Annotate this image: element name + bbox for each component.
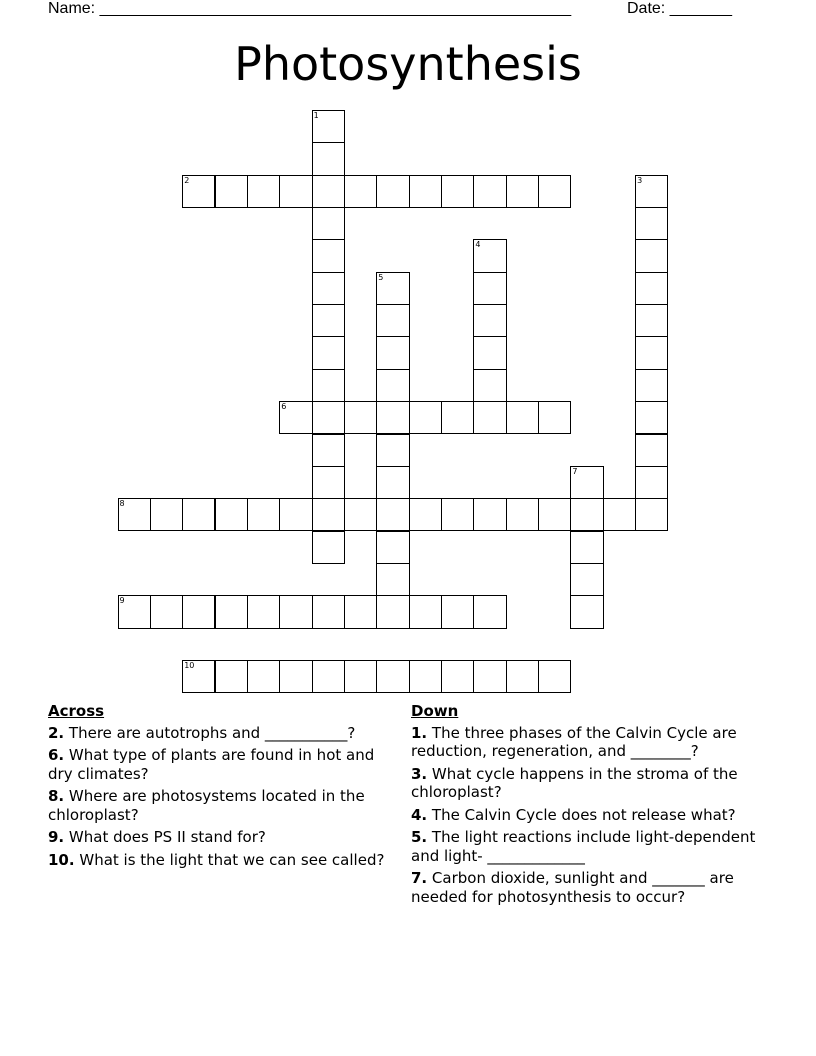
clue-number: 8 [119, 499, 125, 509]
across-clues [48, 702, 388, 873]
crossword-cell[interactable] [473, 369, 506, 402]
crossword-cell[interactable] [376, 304, 409, 337]
crossword-cell[interactable] [182, 175, 215, 208]
clue-number: 5. [411, 828, 428, 846]
crossword-cell[interactable] [150, 498, 183, 531]
crossword-cell[interactable] [376, 369, 409, 402]
clue-number: 9. [48, 828, 65, 846]
crossword-cell[interactable] [182, 595, 215, 628]
down-heading: Down [411, 702, 459, 720]
clue-text: There are autotrophs and ___________? [68, 723, 356, 742]
crossword-cell[interactable] [473, 401, 506, 434]
crossword-cell[interactable] [473, 239, 506, 272]
crossword-cell[interactable] [409, 595, 442, 628]
clue-number: 6. [48, 746, 65, 764]
clue-number: 10 [184, 660, 195, 670]
down-clues [411, 702, 771, 910]
crossword-cell[interactable] [312, 272, 345, 305]
clue-number: 8. [48, 787, 65, 805]
clue-number: 9 [119, 596, 125, 606]
crossword-cell[interactable] [441, 660, 474, 693]
crossword-cell[interactable] [473, 304, 506, 337]
crossword-cell[interactable] [312, 336, 345, 369]
clue-text: Where are photosystems located in the chloroplast? [48, 787, 365, 824]
clue-text: Carbon dioxide, sunlight and _______ are needed for photosynthesis to occur? [411, 869, 734, 906]
crossword-cell[interactable] [215, 175, 248, 208]
crossword-cell[interactable] [312, 434, 345, 467]
clue-number: 10. [48, 850, 75, 869]
crossword-cell[interactable] [312, 660, 345, 693]
crossword-cell[interactable] [635, 239, 668, 272]
crossword-cell[interactable] [312, 304, 345, 337]
across-clue [48, 724, 388, 743]
crossword-cell[interactable] [473, 336, 506, 369]
clue-number: 3. [411, 764, 428, 783]
crossword-cell[interactable] [635, 466, 668, 499]
crossword-cell[interactable] [376, 175, 409, 208]
crossword-cell[interactable] [312, 401, 345, 434]
crossword-cell[interactable] [247, 595, 280, 628]
name-field-label: Name: _____________________________________________________ [48, 0, 572, 17]
clue-number: 2. [48, 723, 65, 742]
crossword-cell[interactable] [312, 531, 345, 564]
crossword-cell[interactable] [473, 175, 506, 208]
crossword-cell[interactable] [376, 272, 409, 305]
crossword-cell[interactable] [570, 595, 603, 628]
crossword-cell[interactable] [312, 175, 345, 208]
clue-number: 7. [411, 869, 428, 887]
crossword-cell[interactable] [473, 595, 506, 628]
crossword-cell[interactable] [473, 660, 506, 693]
crossword-cell[interactable] [215, 595, 248, 628]
crossword-cell[interactable] [570, 498, 603, 531]
clue-number: 1. [411, 723, 428, 742]
crossword-cell[interactable] [635, 434, 668, 467]
down-clue [411, 765, 771, 802]
crossword-cell[interactable] [247, 175, 280, 208]
crossword-cell[interactable] [570, 531, 603, 564]
crossword-cell[interactable] [635, 401, 668, 434]
crossword-cell[interactable] [376, 434, 409, 467]
crossword-cell[interactable] [279, 401, 312, 434]
crossword-cell[interactable] [635, 498, 668, 531]
crossword-cell[interactable] [215, 660, 248, 693]
across-clue [48, 787, 388, 824]
across-clue [48, 828, 388, 847]
crossword-cell[interactable] [150, 595, 183, 628]
down-clue [411, 828, 771, 865]
crossword-cell[interactable] [344, 498, 377, 531]
crossword-cell[interactable] [376, 563, 409, 596]
clue-text: The light reactions include light-dependent and light- _____________ [411, 828, 756, 865]
clue-number: 3 [637, 175, 643, 185]
crossword-cell[interactable] [118, 595, 151, 628]
clue-text: What cycle happens in the stroma of the chloroplast? [411, 764, 738, 801]
crossword-cell[interactable] [118, 498, 151, 531]
crossword-cell[interactable] [247, 660, 280, 693]
crossword-cell[interactable] [441, 175, 474, 208]
clue-text: The Calvin Cycle does not release what? [431, 805, 736, 824]
crossword-cell[interactable] [376, 498, 409, 531]
crossword-cell[interactable] [182, 660, 215, 693]
crossword-cell[interactable] [506, 498, 539, 531]
crossword-cell[interactable] [409, 498, 442, 531]
crossword-cell[interactable] [279, 660, 312, 693]
crossword-cell[interactable] [279, 595, 312, 628]
clue-number: 7 [572, 466, 578, 476]
crossword-cell[interactable] [441, 498, 474, 531]
crossword-cell[interactable] [279, 175, 312, 208]
crossword-cell[interactable] [312, 110, 345, 143]
crossword-cell[interactable] [376, 336, 409, 369]
crossword-cell[interactable] [312, 498, 345, 531]
crossword-cell[interactable] [312, 239, 345, 272]
crossword-cell[interactable] [473, 498, 506, 531]
crossword-cell[interactable] [441, 595, 474, 628]
crossword-cell[interactable] [635, 304, 668, 337]
crossword-cell[interactable] [538, 660, 571, 693]
clue-text: What does PS II stand for? [68, 828, 266, 846]
crossword-cell[interactable] [635, 175, 668, 208]
crossword-cell[interactable] [312, 207, 345, 240]
across-heading: Across [48, 702, 105, 720]
clue-text: What type of plants are found in hot and dry climates? [48, 746, 375, 783]
across-clue [48, 851, 388, 870]
date-field-label: Date: _______ [627, 0, 732, 17]
crossword-cell[interactable] [376, 531, 409, 564]
across-clue [48, 746, 388, 783]
clue-number: 1 [313, 111, 319, 120]
crossword-cell[interactable] [312, 595, 345, 628]
crossword-cell[interactable] [376, 595, 409, 628]
crossword-cell[interactable] [603, 498, 636, 531]
clue-number: 6 [281, 402, 287, 412]
clue-number: 5 [378, 272, 384, 282]
crossword-cell[interactable] [635, 369, 668, 402]
crossword-cell[interactable] [376, 401, 409, 434]
crossword-cell[interactable] [409, 175, 442, 208]
crossword-cell[interactable] [441, 401, 474, 434]
crossword-cell[interactable] [570, 466, 603, 499]
crossword-cell[interactable] [312, 466, 345, 499]
crossword-cell[interactable] [344, 595, 377, 628]
crossword-cell[interactable] [279, 498, 312, 531]
crossword-cell[interactable] [506, 660, 539, 693]
crossword-cell[interactable] [182, 498, 215, 531]
crossword-cell[interactable] [538, 401, 571, 434]
crossword-cell[interactable] [635, 207, 668, 240]
crossword-cell[interactable] [538, 498, 571, 531]
crossword-cell[interactable] [344, 401, 377, 434]
crossword-cell[interactable] [635, 336, 668, 369]
crossword-cell[interactable] [538, 175, 571, 208]
crossword-cell[interactable] [506, 175, 539, 208]
crossword-cell[interactable] [635, 272, 668, 305]
page-title: Photosynthesis [234, 37, 582, 91]
clue-number: 2 [184, 175, 190, 185]
clue-number: 4 [475, 240, 481, 250]
crossword-cell[interactable] [376, 660, 409, 693]
crossword-cell[interactable] [344, 660, 377, 693]
crossword-cell[interactable] [570, 563, 603, 596]
crossword-cell[interactable] [247, 498, 280, 531]
crossword-cell[interactable] [312, 142, 345, 175]
crossword-cell[interactable] [409, 401, 442, 434]
crossword-cell[interactable] [473, 272, 506, 305]
clue-text: The three phases of the Calvin Cycle are reduction, regeneration, and ________? [411, 723, 737, 760]
down-clue [411, 724, 771, 761]
down-clue [411, 869, 771, 906]
clue-number: 4. [411, 805, 428, 824]
crossword-cell[interactable] [344, 175, 377, 208]
crossword-cell[interactable] [312, 369, 345, 402]
crossword-cell[interactable] [506, 401, 539, 434]
crossword-cell[interactable] [409, 660, 442, 693]
crossword-cell[interactable] [376, 466, 409, 499]
crossword-cell[interactable] [215, 498, 248, 531]
down-clue [411, 806, 771, 825]
clue-text: What is the light that we can see called? [79, 850, 385, 869]
